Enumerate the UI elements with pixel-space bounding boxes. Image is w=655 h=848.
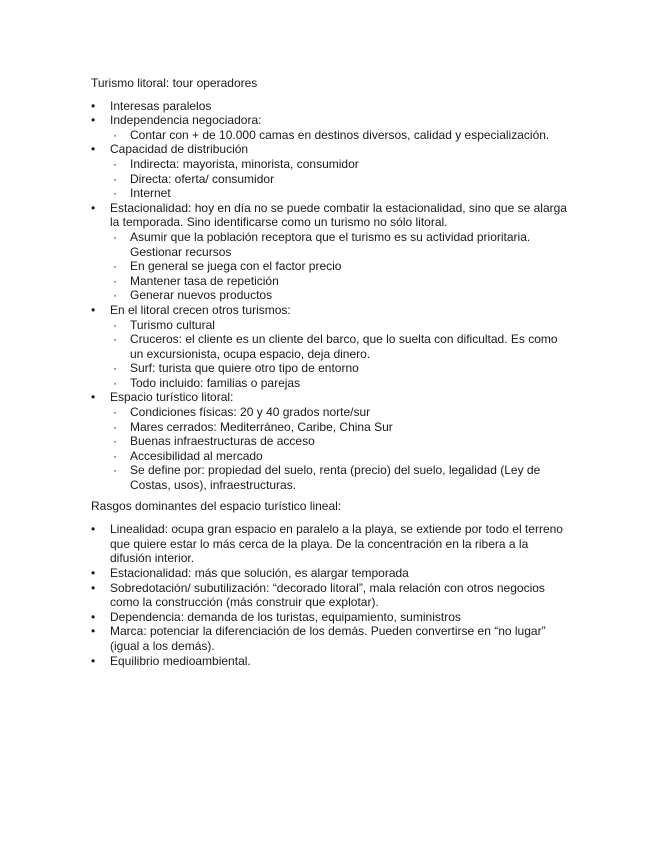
list-item-text: Marca: potenciar la diferenciación de los demás. Pueden convertirse en “no lugar” (igual a los demás). xyxy=(110,624,546,653)
list-item xyxy=(91,142,571,157)
list-item xyxy=(91,581,571,610)
sub-list-item xyxy=(91,376,571,391)
sub-list-item xyxy=(91,434,571,449)
list-item xyxy=(91,303,571,318)
bullet-icon: • xyxy=(91,302,96,317)
sub-list-item xyxy=(91,186,571,201)
list-item-text: Interesas paralelos xyxy=(110,98,212,113)
list-item-text: Independencia negociadora: xyxy=(110,113,262,128)
list-item-text: Linealidad: ocupa gran espacio en paralelo a la playa, se extiende por todo el terreno que quiere estar lo más cerca de la playa. De la concentración en la ribera a la difusión interior. xyxy=(110,522,563,566)
list-item-text: Dependencia: demanda de los turistas, equipamiento, suministros xyxy=(110,609,461,624)
sub-list-item-text: Todo incluido: familias o parejas xyxy=(130,375,301,390)
sub-bullet-icon: · xyxy=(113,186,117,201)
sub-bullet-icon: · xyxy=(113,434,117,449)
sub-bullet-icon: · xyxy=(113,229,117,244)
sub-list-item xyxy=(91,128,571,143)
bullet-icon: • xyxy=(91,566,96,580)
sub-bullet-icon: · xyxy=(113,463,117,478)
sub-list-item-text: Mares cerrados: Mediterráneo, Caribe, China Sur xyxy=(130,419,393,434)
sub-list-item-text: Se define por: propiedad del suelo, renta (precio) del suelo, legalidad (Ley de Costas, usos), infraestructuras. xyxy=(130,463,541,493)
sub-bullet-icon: · xyxy=(113,171,117,186)
bullet-icon: • xyxy=(91,142,96,157)
sub-list-item xyxy=(91,230,571,259)
sub-bullet-icon: · xyxy=(113,448,117,463)
sub-bullet-icon: · xyxy=(113,332,117,347)
list-item xyxy=(91,624,571,653)
bullet-icon: • xyxy=(91,609,96,624)
sub-bullet-icon: · xyxy=(113,259,117,274)
sub-bullet-icon: · xyxy=(113,156,117,171)
bullet-icon: • xyxy=(91,580,96,595)
list-item-text: Espacio turístico litoral: xyxy=(110,390,234,405)
list-item xyxy=(91,201,571,230)
document-title: Turismo litoral: tour operadores xyxy=(91,76,258,90)
list-item-text: Equilibrio medioambiental. xyxy=(110,653,251,668)
list-item-text: Capacidad de distribución xyxy=(110,142,249,157)
list-item xyxy=(91,522,571,566)
sub-bullet-icon: · xyxy=(113,375,117,390)
sub-bullet-icon: · xyxy=(113,288,117,303)
list-item xyxy=(91,99,571,114)
bullet-icon: • xyxy=(91,522,96,537)
sub-list-item xyxy=(91,157,571,172)
bullet-icon: • xyxy=(91,390,96,405)
list-item xyxy=(91,390,571,405)
sub-list-item-text: Indirecta: mayorista, minorista, consumidor xyxy=(130,156,359,171)
document-body xyxy=(91,76,571,668)
list-item-text: Sobredotación/ subutilización: “decorado litoral”, mala relación con otros negocios como la construcción (más construir que explotar). xyxy=(110,580,545,610)
sub-bullet-icon: · xyxy=(113,419,117,434)
outline-list-rasgos xyxy=(91,522,571,668)
bullet-icon: • xyxy=(91,98,96,113)
sub-list-item xyxy=(91,405,571,420)
sub-list-item xyxy=(91,449,571,464)
bullet-icon: • xyxy=(91,200,96,215)
sub-list-item-text: Contar con + de 10.000 camas en destinos diversos, calidad y especialización. xyxy=(130,127,550,142)
sub-list-item xyxy=(91,318,571,333)
section-heading-rasgos: Rasgos dominantes del espacio turístico lineal: xyxy=(91,498,342,513)
list-item xyxy=(91,566,571,581)
sub-list-item-text: Internet xyxy=(130,186,171,201)
list-item-text: En el litoral crecen otros turismos: xyxy=(110,302,291,317)
sub-list-item xyxy=(91,361,571,376)
sub-bullet-icon: · xyxy=(113,317,117,332)
list-item-text: Estacionalidad: más que solución, es alargar temporada xyxy=(110,566,409,580)
sub-list-item-text: En general se juega con el factor precio xyxy=(130,259,342,274)
sub-list-item-text: Mantener tasa de repetición xyxy=(130,273,279,288)
sub-list-item-text: Buenas infraestructuras de acceso xyxy=(130,434,315,449)
list-item xyxy=(91,113,571,128)
sub-list-item-text: Surf: turista que quiere otro tipo de entorno xyxy=(130,361,359,376)
sub-list-item-text: Condiciones físicas: 20 y 40 grados norte/sur xyxy=(130,405,371,420)
sub-list-item-text: Turismo cultural xyxy=(130,317,215,332)
list-item-text: Estacionalidad: hoy en día no se puede combatir la estacionalidad, sino que se alarga la temporada. Sino identificarse como un turismo no sólo litoral. xyxy=(110,200,567,230)
sub-list-item xyxy=(91,288,571,303)
sub-bullet-icon: · xyxy=(113,405,117,420)
sub-bullet-icon: · xyxy=(113,127,117,142)
sub-list-item-text: Directa: oferta/ consumidor xyxy=(130,171,275,186)
outline-list-tour-operadores xyxy=(91,99,571,493)
bullet-icon: • xyxy=(91,113,96,128)
sub-bullet-icon: · xyxy=(113,361,117,376)
sub-list-item-text: Cruceros: el cliente es un cliente del barco, que lo suelta con dificultad. Es como un excursionista, ocupa espacio, deja dinero. xyxy=(130,332,558,361)
sub-list-item xyxy=(91,332,571,361)
sub-list-item-text: Asumir que la población receptora que el turismo es su actividad prioritaria. Gestionar recursos xyxy=(130,229,531,259)
sub-list-item-text: Accesibilidad al mercado xyxy=(130,448,263,463)
sub-list-item xyxy=(91,463,571,492)
list-item xyxy=(91,610,571,625)
sub-list-item xyxy=(91,259,571,274)
bullet-icon: • xyxy=(91,624,96,639)
sub-list-item-text: Generar nuevos productos xyxy=(130,288,273,303)
sub-list-item xyxy=(91,274,571,289)
list-item xyxy=(91,654,571,669)
sub-bullet-icon: · xyxy=(113,273,117,288)
sub-list-item xyxy=(91,172,571,187)
bullet-icon: • xyxy=(91,653,96,668)
sub-list-item xyxy=(91,420,571,435)
